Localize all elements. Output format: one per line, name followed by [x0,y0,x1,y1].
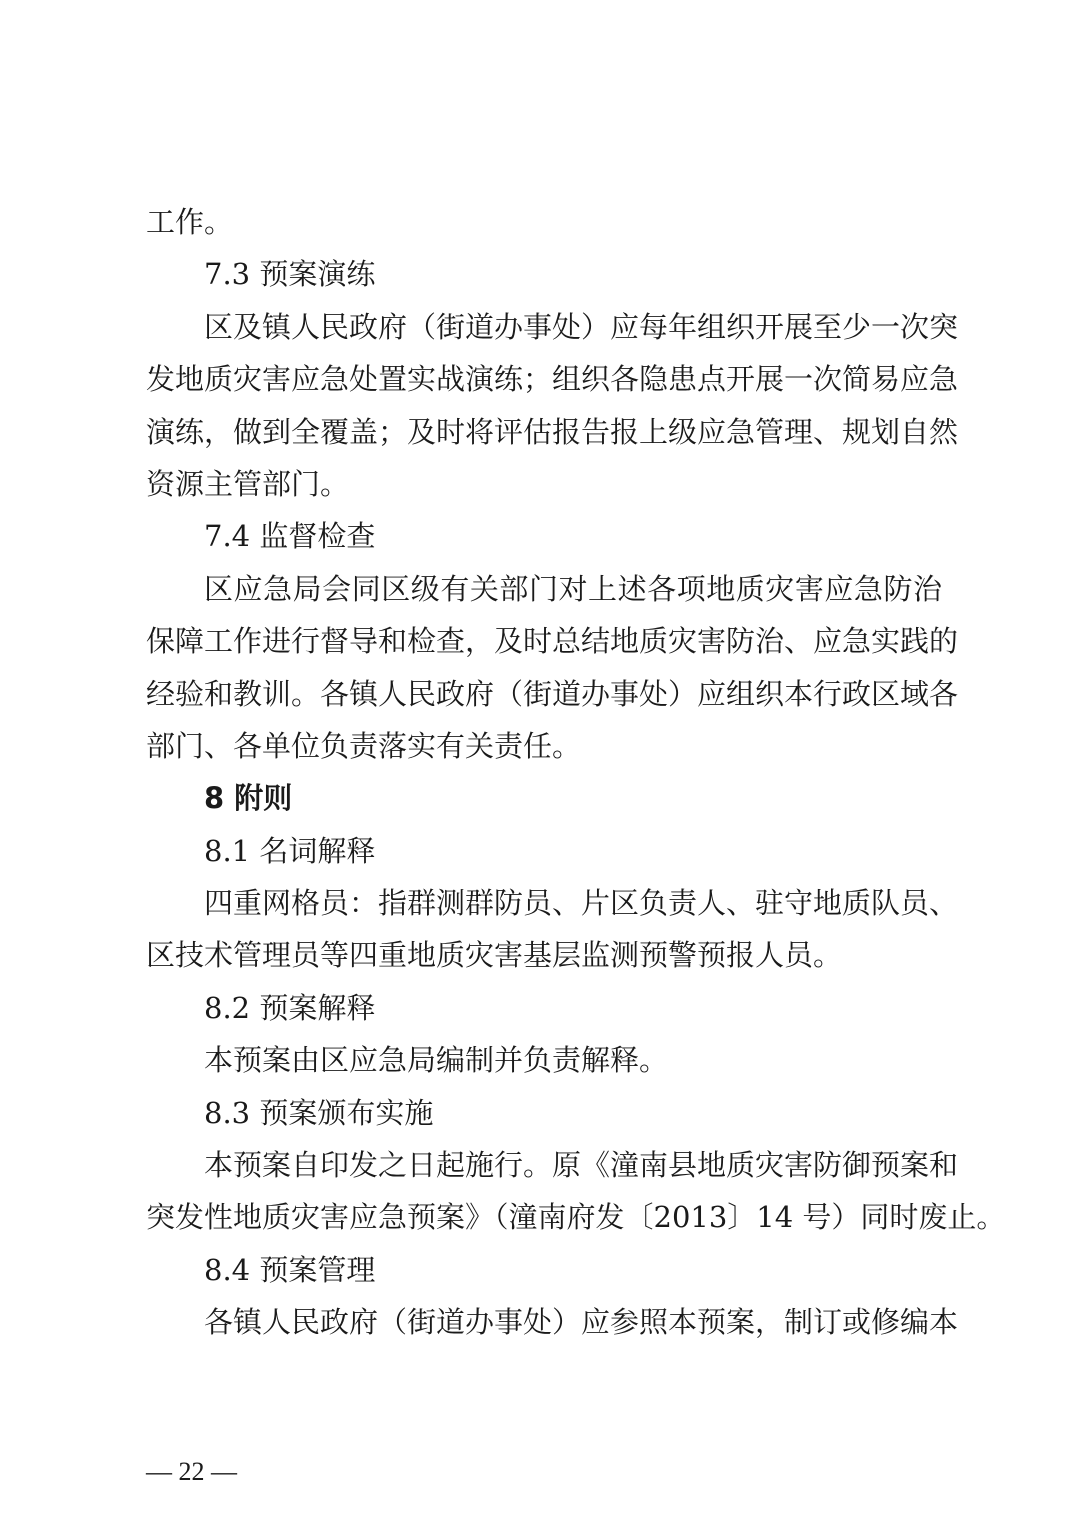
paragraph-line: 发地质灾害应急处置实战演练；组织各隐患点开展一次简易应急 [146,362,959,397]
section-heading-8-4: 8.4 预案管理 [204,1252,376,1287]
paragraph-line: 突发性地质灾害应急预案》（潼南府发〔2013〕14 号）同时废止。 [146,1200,1006,1235]
section-heading-8-3: 8.3 预案颁布实施 [204,1095,434,1130]
paragraph-line: 各镇人民政府（街道办事处）应参照本预案，制订或修编本 [204,1305,959,1340]
section-heading-7-3: 7.3 预案演练 [204,257,376,292]
paragraph-line: 本预案自印发之日起施行。原《潼南县地质灾害防御预案和 [204,1148,959,1183]
paragraph-line: 区应急局会同区级有关部门对上述各项地质灾害应急防治 [204,571,942,606]
paragraph-line: 资源主管部门。 [146,466,350,501]
paragraph-line: 区技术管理员等四重地质灾害基层监测预警预报人员。 [146,938,843,973]
chapter-heading-8: 8 附则 [204,781,293,816]
page-number: — 22 — [146,1457,237,1486]
section-heading-8-1: 8.1 名词解释 [204,833,376,868]
paragraph-line: 四重网格员：指群测群防员、片区负责人、驻守地质队员、 [204,886,959,921]
paragraph-line: 经验和教训。各镇人民政府（街道办事处）应组织本行政区域各 [146,676,959,711]
paragraph-line: 本预案由区应急局编制并负责解释。 [204,1043,669,1078]
paragraph-line: 部门、各单位负责落实有关责任。 [146,728,582,763]
paragraph-line: 演练，做到全覆盖；及时将评估报告报上级应急管理、规划自然 [146,414,959,449]
paragraph-continuation-line: 工作。 [146,205,234,239]
section-heading-8-2: 8.2 预案解释 [204,990,376,1025]
paragraph-line: 保障工作进行督导和检查，及时总结地质灾害防治、应急实践的 [146,624,959,659]
document-body [146,196,1006,1349]
paragraph-line: 区及镇人民政府（街道办事处）应每年组织开展至少一次突 [204,309,959,344]
section-heading-7-4: 7.4 监督检查 [204,519,376,554]
